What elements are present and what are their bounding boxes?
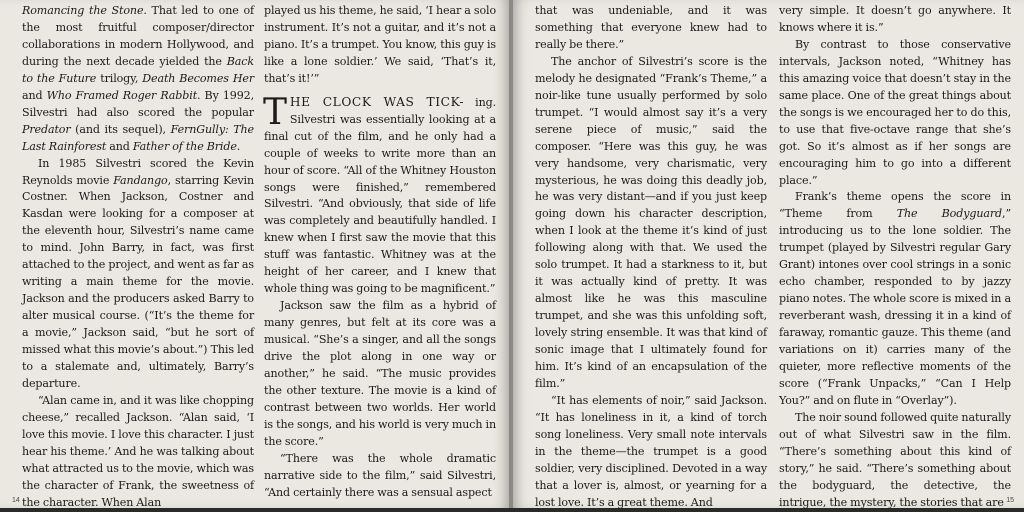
text-span: . That led to one of the most fruitful composer/director collaborations in modern Hollywood, and during the next decade yielded the bbox=[22, 4, 254, 68]
film-title: Back to the Future bbox=[22, 54, 254, 85]
paragraph: very simple. It doesn’t go anywhere. It knows where it is.” bbox=[779, 4, 1011, 34]
text-span: and bbox=[106, 139, 133, 153]
paragraph: Jackson saw the film as a hybrid of many genres, but felt at its core was a musical. “She’s a singer, and all the songs drive the plot along in one way or another,” he said. “The music provides the other texture. The movie is a kind of contrast between two worlds. Her world is the songs, and his world is very much in the score.” bbox=[264, 299, 496, 448]
left-page-column-2 bbox=[264, 3, 496, 502]
paragraph: The anchor of Silvestri’s score is the melody he designated “Frank’s Theme,” a noir-like tune usually performed by solo trumpet. “I would almost say it’s a very serene piece of music,” said the composer. “Here was this guy, he was very handsome, very charismatic, very mysterious, he was doing this deadly job, he was very distant—and if you just keep going down his character description, when I look at the theme it’s kind of just following along with that. We used the solo trumpet. It had a starkness to it, but it was actually kind of pretty. It was almost like he was this masculine trumpet, and she was this unfolding soft, lovely string ensemble. It was that kind of sonic image that I ultimately found for him. It’s kind of an encapsulation of the film.” bbox=[535, 54, 767, 390]
page-number: 15 bbox=[1006, 497, 1014, 504]
page-number: 14 bbox=[12, 497, 20, 504]
film-title: Fandango bbox=[113, 173, 168, 187]
small-caps-lead: HE CLOCK WAS TICK- bbox=[289, 94, 465, 109]
paragraph: “It has elements of noir,” said Jackson. “It has loneliness in it, a kind of torch song loneliness. Very small note intervals in the theme—the trumpet is a good soldier, very disciplined. Devoted in a way that a lover is, almost, or yearning for a lost love. It’s a great theme. And bbox=[535, 393, 767, 509]
left-page bbox=[0, 0, 509, 508]
text-span: Frank’s theme opens the score in “Theme from bbox=[779, 190, 1011, 221]
text-span: ing. Silvestri was essentially looking at a final cut of the film, and he only had a couple of weeks to write more than an hour of score. “All of the Whitney Houston songs were finished,” remembered Silvestri. “And obviously, that side of life was completely and beautifully handled. I knew when I first saw the movie that this stuff was fantastic. Whitney was at the height of her career, and I knew that whole thing was going to be magnificent.” bbox=[264, 95, 496, 296]
paragraph bbox=[779, 189, 1011, 409]
text-span: ,” introducing us to the lone soldier. The trumpet (played by Silvestri regular Gary Grant) intones over cool strings in a sonic echo chamber, responded to by jazzy piano notes. The whole score is mixed in a reverberant wash, dressing it in a kind of faraway, romantic gauze. This theme (and variations on it) carries many of the quieter, more reflective moments of the score (“Frank Unpacks,” “Can I Help You?” and on flute in “Overlay”). bbox=[779, 207, 1011, 407]
film-title: Who Framed Roger Rabbit bbox=[46, 88, 198, 102]
paragraph bbox=[22, 3, 254, 156]
text-span: In 1985 Silvestri scored the Kevin Reynolds movie bbox=[22, 156, 254, 187]
paragraph bbox=[22, 156, 254, 393]
text-span: . By 1992, Silvestri had also scored the popular bbox=[22, 88, 255, 119]
film-title: Romancing the Stone bbox=[22, 4, 144, 17]
film-title: The Bodyguard bbox=[896, 207, 1003, 221]
paragraph: “Alan came in, and it was like chopping cheese,” recalled Jackson. “Alan said, ‘I love this movie. I love this character. I just hear his theme.’ And he was talking about what attracted us to the movie, which was the character of Frank, the sweetness of the character. When Alan bbox=[22, 393, 254, 509]
film-title: FernGully: The Last Rainforest bbox=[22, 122, 254, 153]
right-page bbox=[513, 0, 1024, 508]
text-span: trilogy, bbox=[96, 71, 143, 85]
paragraph: “There was the whole dramatic narrative side to the film,” said Silvestri, “And certainly there was a sensual aspect bbox=[264, 451, 496, 499]
right-page-column-1 bbox=[535, 3, 767, 512]
paragraph: that was undeniable, and it was something that everyone knew had to really be there.” bbox=[535, 4, 767, 51]
film-title: Father of the Bride bbox=[132, 139, 237, 153]
text-span: (and its sequel), bbox=[70, 122, 171, 136]
text-span: , starring Kevin Costner. When Jackson, Costner and Kasdan were looking for a composer at the eleventh hour, Silvestri’s name came to mind. John Barry, in fact, was first attached to the project, and went as far as writing a main theme for the movie. Jackson and the producers asked Barry to alter musical course. (“It’s the theme for a movie,” Jackson said, “but he sort of missed what this movie’s about.”) This led to a stalemate and, ultimately, Barry’s departure. bbox=[22, 173, 255, 390]
left-page-column-1 bbox=[22, 3, 254, 512]
paragraph: played us his theme, he said, ‘I hear a solo instrument. It’s not a guitar, and it’s not a piano. It’s a trumpet. You know, this guy is like a lone soldier.’ We said, ‘That’s it, that’s it!’” bbox=[264, 4, 496, 85]
film-title: Predator bbox=[22, 122, 71, 136]
right-page-column-2 bbox=[779, 3, 1011, 512]
section-opening-paragraph bbox=[263, 91, 496, 298]
text-span: . bbox=[236, 139, 241, 153]
paragraph: The noir sound followed quite naturally out of what Silvestri saw in the film. “There’s something about this kind of story,” he said. “There’s something about the bodyguard, the detective, the intrigue, the mystery, the stories that are bbox=[779, 410, 1011, 509]
paragraph: By contrast to those conservative intervals, Jackson noted, “Whitney has this amazing voice that doesn’t stay in the same place. One of the great things about the songs is we encouraged her to do this, to use that five-octave range that she’s got. So it’s almost as if her songs are encouraging him to go into a different place.” bbox=[779, 37, 1011, 187]
film-title: Death Becomes Her bbox=[142, 71, 254, 85]
text-span: and bbox=[22, 88, 47, 102]
drop-cap: T bbox=[263, 91, 287, 133]
